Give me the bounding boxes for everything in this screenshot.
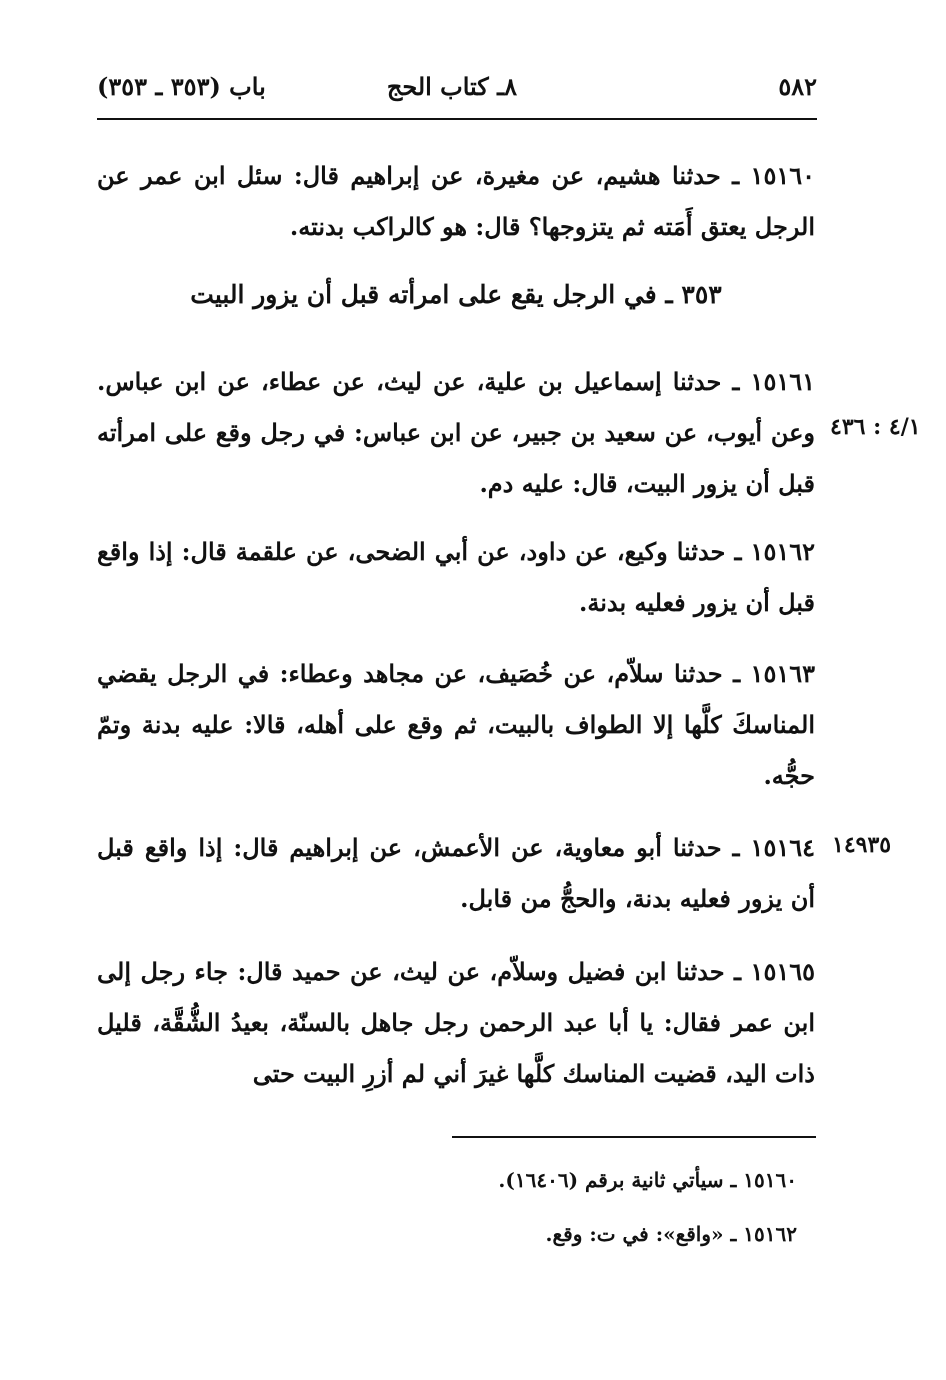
book-title: ٨ـ كتاب الحج [386,72,517,101]
running-header [97,70,817,110]
hadith-number: ١٥١٦٠ [750,161,815,190]
header-rule [97,118,817,120]
hadith-text: ـ حدثنا إسماعيل بن علية، عن ليث، عن عطاء، عن ابن عباس. وعن أيوب، عن سعيد بن جبير، عن ابن عباس: في رجل وقع على امرأته قبل أن يزور البيت، قال: عليه دم. [97,367,815,498]
footnote: ١٥١٦٢ ـ «واقع»: في ت: وقع. [545,1222,797,1246]
page-number: ٥٨٢ [778,72,817,101]
footnote-rule [452,1136,816,1138]
margin-reference: ٤/١ : ٤٣٦ [830,414,921,440]
hadith-15161 [97,356,815,509]
footnote: ١٥١٦٠ ـ سيأتي ثانية برقم (١٦٤٠٦). [498,1168,797,1192]
hadith-15163 [97,648,815,801]
hadith-text: ـ حدثنا ابن فضيل وسلاّم، عن ليث، عن حميد قال: جاء رجل إلى ابن عمر فقال: يا أبا عبد الرحمن رجل جاهل بالسنّة، بعيدُ الشُّقَّة، قليل ذات اليد، قضيت المناسك كلَّها غيرَ أني لم أزرِ البيت حتى [97,957,815,1088]
hadith-text: ـ حدثنا هشيم، عن مغيرة، عن إبراهيم قال: سئل ابن عمر عن الرجل يعتق أَمَته ثم يتزوجها؟ قال: هو كالراكب بدنته. [97,161,815,241]
hadith-number: ١٥١٦١ [750,367,815,396]
hadith-number: ١٥١٦٥ [750,957,815,986]
chapter-range: باب (٣٥٣ ـ ٣٥٣) [97,72,266,101]
hadith-15162 [97,526,815,628]
hadith-number: ١٥١٦٤ [750,833,815,862]
hadith-number: ١٥١٦٣ [750,659,815,688]
hadith-text: ـ حدثنا وكيع، عن داود، عن أبي الضحى، عن علقمة قال: إذا واقع قبل أن يزور فعليه بدنة. [97,537,815,617]
hadith-15165 [97,946,815,1099]
hadith-text: ـ حدثنا أبو معاوية، عن الأعمش، عن إبراهيم قال: إذا واقع قبل أن يزور فعليه بدنة، والحجُّ من قابل. [97,833,815,913]
hadith-text: ـ حدثنا سلاّم، عن خُصَيف، عن مجاهد وعطاء: في الرجل يقضي المناسكَ كلَّها إلا الطواف بالبيت، ثم وقع على أهله، قالا: عليه بدنة وتمّ حجُّه. [97,659,815,790]
chapter-heading: ٣٥٣ ـ في الرجل يقع على امرأته قبل أن يزور البيت [190,280,722,309]
hadith-15164 [97,822,815,924]
hadith-15160 [97,150,815,252]
margin-reference: ١٤٩٣٥ [832,832,892,858]
hadith-number: ١٥١٦٢ [750,537,815,566]
